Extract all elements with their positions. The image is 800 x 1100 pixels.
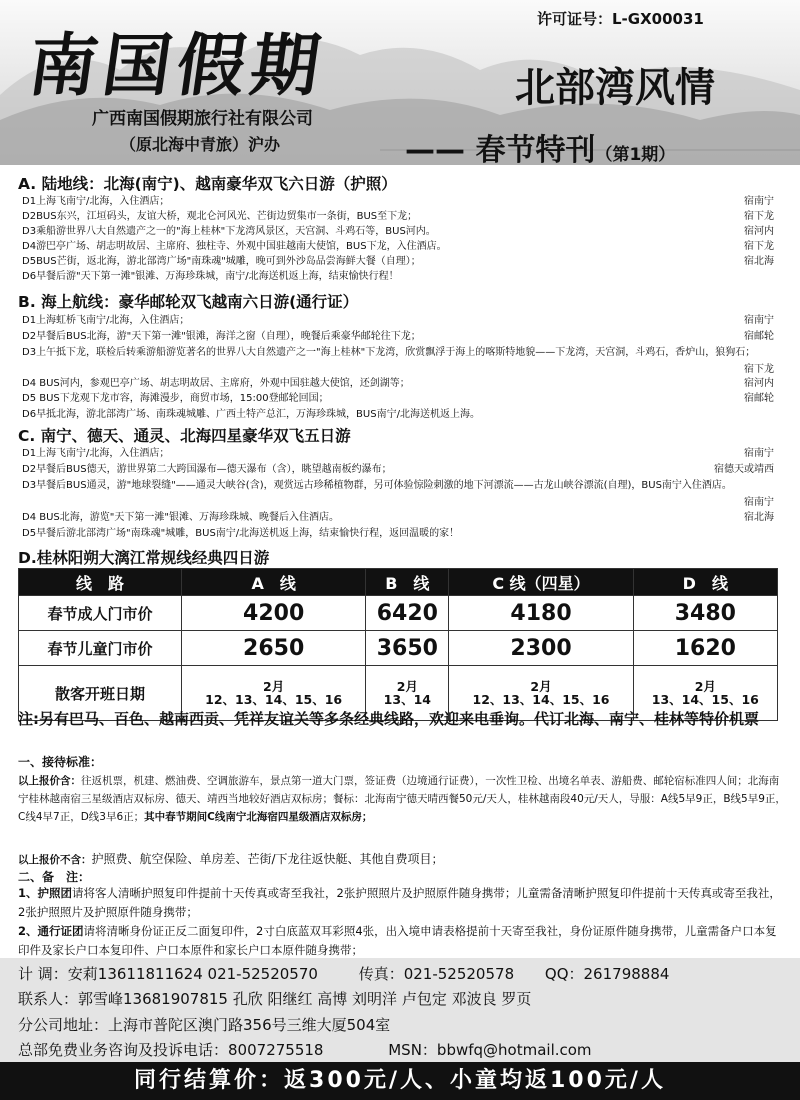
special-title: —— 春节特刊	[405, 133, 596, 165]
day-hotel: 宿南宁	[684, 314, 774, 327]
row-label: 春节儿童门市价	[19, 631, 182, 666]
day-hotel: 宿德天或靖西	[684, 463, 774, 476]
route-b-day	[22, 377, 782, 390]
price-cell: 4200	[182, 596, 366, 631]
fax-number: 021-52520578	[403, 965, 515, 983]
route-c-day	[22, 463, 782, 476]
hotline-label: 总部免费业务咨询及投诉电话：	[18, 1041, 229, 1059]
company-subname: （原北海中青旅）沪办	[120, 135, 281, 154]
route-c-day	[22, 511, 782, 524]
contact-persons: 联系人：郭雪峰13681907815 孔欣 阳继红 高博 刘明洋 卢包定 邓波良 罗页	[18, 990, 532, 1008]
adult-price-row	[19, 596, 778, 631]
day-hotel: 宿河内	[684, 377, 774, 390]
remarks-title: 二、备 注：	[18, 870, 91, 884]
price-table	[18, 568, 778, 721]
company-name: 广西南国假期旅行社有限公司	[92, 109, 313, 129]
price-cell: 2650	[182, 631, 366, 666]
day-text: D1上海虹桥飞南宁/北海，入住酒店；	[22, 315, 190, 326]
excludes-block	[18, 850, 788, 869]
day-text: D2BUS东兴，江垣码头，友谊大桥，观北仑河风光、芒街边贸集市一条街，BUS至下龙；	[22, 211, 418, 222]
day-text: D1上海飞南宁/北海，入住酒店；	[22, 196, 170, 207]
day-text: D2早餐后BUS北海，游"天下第一滩"银滩，海洋之窗（自理），晚餐后乘豪华邮轮往下龙；	[22, 331, 421, 342]
standards-title: 一、接待标准：	[18, 755, 103, 769]
day-hotel: 宿河内	[684, 225, 774, 238]
route-b-day	[22, 330, 782, 343]
route-a-title: A. 陆地线：北海(南宁)、越南豪华双飞六日游（护照）	[18, 175, 397, 193]
route-a-day	[22, 195, 782, 208]
day-hotel: 宿北海	[684, 511, 774, 524]
header-banner	[0, 0, 800, 165]
header-cell: A 线	[182, 569, 366, 596]
page-title: 北部湾风情	[515, 65, 715, 111]
msn-label: MSN：	[388, 1041, 437, 1059]
day-text: D6早抵北海，游北部湾广场、南珠魂城雕、广西土特产总汇，万海珍珠城，BUS南宁/北海送机返上海。	[22, 409, 480, 420]
date-days: 12、13、14、15、16	[472, 692, 610, 707]
includes-label: 以上报价含：	[18, 775, 81, 787]
day-text: D5 BUS下龙观下龙市容，海滩漫步，商贸市场，15:00登邮轮回国；	[22, 393, 329, 404]
hotline-number: 8007275518	[228, 1041, 324, 1059]
remark-label: 2、通行证团	[18, 924, 84, 938]
route-a-day	[22, 255, 782, 268]
route-a-day	[22, 210, 782, 223]
branch-address: 分公司地址：上海市普陀区澳门路356号三维大厦504室	[18, 1016, 391, 1034]
price-cell: 6420	[366, 596, 449, 631]
day-hotel: 宿下龙	[684, 210, 774, 223]
route-c-day	[22, 447, 782, 460]
route-b-day	[22, 408, 782, 421]
day-text: D1上海飞南宁/北海，入住酒店；	[22, 448, 170, 459]
planner-label: 计 调：	[18, 965, 68, 983]
issue-number: （第1期）	[595, 145, 676, 165]
route-b-title: B. 海上航线：豪华邮轮双飞越南六日游(通行证）	[18, 293, 359, 311]
price-cell: 1620	[633, 631, 777, 666]
date-month: 2月	[694, 679, 716, 694]
route-b-day	[22, 314, 782, 327]
day-text: D4 BUS河内，参观巴亭广场、胡志明故居、主席府，外观中国驻越大使馆，还剑湖等；	[22, 378, 410, 389]
special-issue-title	[405, 125, 675, 165]
planner-line	[18, 963, 669, 984]
day-text: D3上午抵下龙，联检后转乘游船游览著名的世界八大自然遗产之一"海上桂林"下龙湾，欣赏飘浮于海上的喀斯特地貌——下龙湾，天宫洞，斗鸡石，香炉山，狼狗石；	[22, 347, 756, 358]
day-hotel: 宿南宁	[684, 496, 774, 509]
day-hotel: 宿北海	[684, 255, 774, 268]
price-cell: 3650	[366, 631, 449, 666]
brand-logo-text: 南国假期	[23, 26, 331, 106]
route-a-day	[22, 270, 782, 283]
route-d-title: D.桂林阳朔大漓江常规线经典四日游	[18, 549, 270, 567]
contact-panel	[0, 958, 800, 1062]
route-c-day	[22, 527, 782, 540]
header-cell: 线 路	[19, 569, 182, 596]
qq-number: 261798884	[583, 965, 670, 983]
price-cell: 4180	[449, 596, 633, 631]
route-a-day	[22, 240, 782, 253]
day-hotel: 宿南宁	[684, 195, 774, 208]
route-c-title: C. 南宁、德天、通灵、北海四星豪华双飞五日游	[18, 427, 351, 445]
day-text: D4 BUS北海，游览"天下第一滩"银滩、万海珍珠城、晚餐后入住酒店。	[22, 512, 339, 523]
day-hotel: 宿南宁	[684, 447, 774, 460]
remark-item	[18, 884, 788, 922]
date-month: 2月	[263, 679, 285, 694]
header-cell: C 线（四星）	[449, 569, 633, 596]
remark-text: 请将客人清晰护照复印件提前十天传真或寄至我社，2张护照照片及护照原件随身携带；儿童需备清晰护照复印件提前十天传真或寄至我社，2张护照照片及护照原件随身携带；	[18, 886, 781, 919]
fax-label: 传真：	[358, 965, 404, 983]
excludes-text: 护照费、航空保险、单房差、芒街/下龙往返快艇、其他自费项目；	[91, 852, 444, 866]
date-month: 2月	[530, 679, 552, 694]
day-text: D6早餐后游"天下第一滩"银滩、万海珍珠城，南宁/北海送机返上海，结束愉快行程！	[22, 271, 399, 282]
day-hotel: 宿下龙	[684, 363, 774, 376]
remark-text: 请将清晰身份证正反二面复印件，2寸白底蓝双耳彩照4张，出入境申请表格提前十天寄至我社，身份证原件随身携带，儿童需备户口本复印件及家长户口本复印件、户口本原件和家长户口本原件随身携带；	[18, 924, 777, 957]
day-text: D3乘船游世界八大自然遗产之一的"海上桂林"下龙湾风景区，天宫洞、斗鸡石等，BUS河内。	[22, 226, 436, 237]
row-label: 散客开班日期	[19, 666, 182, 721]
day-hotel: 宿下龙	[684, 240, 774, 253]
header-cell: B 线	[366, 569, 449, 596]
date-days: 13、14	[383, 692, 431, 707]
hotline-line	[18, 1039, 592, 1060]
route-note: 注:另有巴马、百色、越南西贡、凭祥友谊关等多条经典线路，欢迎来电垂询。代订北海、南宁、桂林等特价机票	[18, 710, 760, 728]
header-cell: D 线	[633, 569, 777, 596]
route-a-day	[22, 225, 782, 238]
planner-phone: 安莉13611811624 021-52520570	[67, 965, 318, 983]
includes-bold-text: 其中春节期间C线南宁北海宿四星级酒店双标房；	[144, 811, 373, 823]
route-b-day	[22, 346, 782, 375]
msn-address: bbwfq@hotmail.com	[436, 1041, 592, 1059]
row-label: 春节成人门市价	[19, 596, 182, 631]
route-b-day	[22, 392, 782, 405]
price-cell: 3480	[633, 596, 777, 631]
day-text: D3早餐后BUS通灵，游"地球裂缝"——通灵大峡谷(含)，观赏远古珍稀植物群，另可体验惊险刺激的地下河漂流——古龙山峡谷漂流(自理)，BUS南宁入住酒店。	[22, 480, 732, 491]
day-hotel: 宿邮轮	[684, 330, 774, 343]
qq-label: QQ：	[544, 965, 584, 983]
day-text: D2早餐后BUS德天，游世界第二大跨国瀑布—德天瀑布（含），眺望越南板约瀑布；	[22, 464, 392, 475]
route-c-day	[22, 479, 782, 508]
day-text: D5BUS芒街，返北海，游北部湾广场"南珠魂"城雕，晚可到外沙岛品尝海鲜大餐（自理）；	[22, 256, 421, 267]
price-cell: 2300	[449, 631, 633, 666]
remark-label: 1、护照团	[18, 886, 73, 900]
day-text: D5早餐后游北部湾广场"南珠魂"城雕，BUS南宁/北海送机返上海，结束愉快行程，返回温暖的家！	[22, 528, 460, 539]
day-text: D4游巴亭广场、胡志明故居、主席府、独柱寺、外观中国驻越南大使馆，BUS下龙，入住酒店。	[22, 241, 447, 252]
excludes-label: 以上报价不含：	[18, 854, 92, 866]
date-month: 2月	[396, 679, 418, 694]
day-hotel: 宿邮轮	[684, 392, 774, 405]
child-price-row	[19, 631, 778, 666]
permit-number: 许可证号：L-GX00031	[537, 10, 704, 28]
settlement-price-banner: 同行结算价：返300元/人、小童均返100元/人	[0, 1062, 800, 1100]
date-days: 12、13、14、15、16	[205, 692, 343, 707]
price-table-header	[19, 569, 778, 596]
includes-text: 往返机票，机建、燃油费、空调旅游车，景点第一道大门票，签证费（边境通行证费），一次性卫检、出境名单表、游船费、邮轮宿标准四人间；北海南宁桂林越南宿三星级酒店双标房、德天、靖西当地较好酒店双标房；餐标：北海南宁德天晴西餐50元/天人，桂林越南段40元/天人，导服：A线5早9正，B线5早9正，C线4早7正，D线3早6正；	[18, 775, 786, 823]
date-days: 13、14、15、16	[651, 692, 759, 707]
includes-block	[18, 772, 788, 826]
remark-item	[18, 922, 788, 960]
